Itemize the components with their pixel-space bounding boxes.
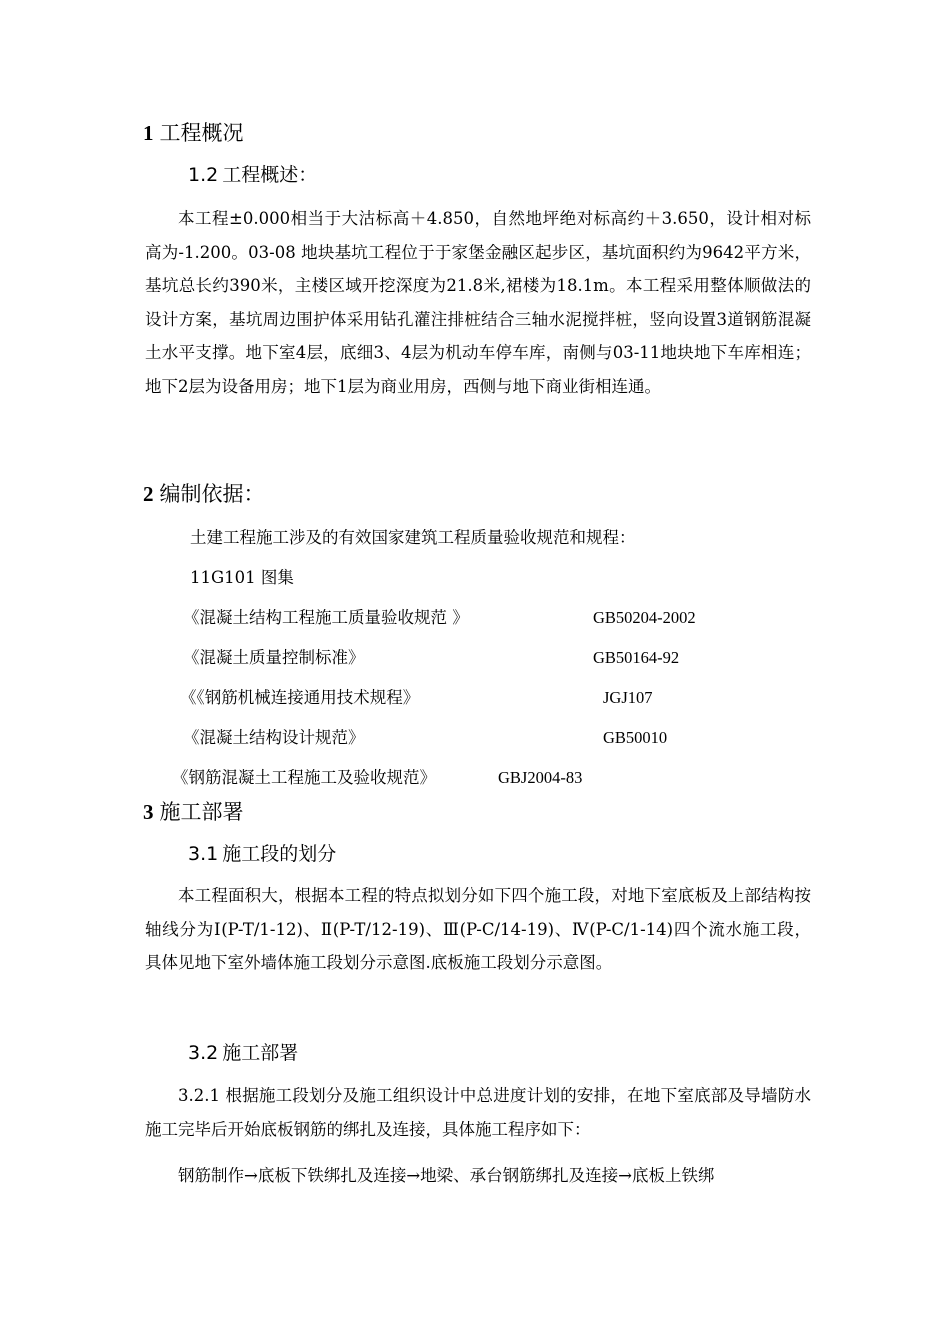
project-overview-paragraph: 本工程±0.000相当于大沽标高＋4.850，自然地坪绝对标高约＋3.650，设计相对标高为-1.200。03-08 地块基坑工程位于于家堡金融区起步区，基坑面积约为9642平方米，基坑总长约390米，主楼区域开挖深度为21.8米,裙楼为18.1m。本工程采用整体顺做法的设计方案，基坑周边围护体采用钻孔灌注排桩结合三轴水泥搅拌桩，竖向设置3道钢筋混凝土水平支撑。地下室4层，底细3、4层为机动车停车库，南侧与03-11地块地下车库相连；地下2层为设备用房；地下1层为商业用房，西侧与地下商业街相连通。 xyxy=(145,209,811,396)
section-division-paragraph: 本工程面积大，根据本工程的特点拟划分如下四个施工段，对地下室底板及上部结构按轴线分为Ⅰ(P-T/1-12)、Ⅱ(P-T/12-19)、Ⅲ(P-C/14-19)、Ⅳ(P-C/1-14)四个流水施工段，具体见地下室外墙体施工段划分示意图.底板施工段划分示意图。 xyxy=(145,886,811,973)
basis-intro: 土建工程施工涉及的有效国家建筑工程质量验收规范和规程： xyxy=(190,528,636,547)
atlas-reference: 11G101 图集 xyxy=(190,568,294,587)
section-3-2-number: 3.2 xyxy=(188,1042,219,1064)
section-1-2-number: 1.2 xyxy=(188,164,219,186)
section-3-number: 3 xyxy=(143,800,154,824)
section-3-2-title: 施工部署 xyxy=(222,1042,299,1064)
standard-name: 《混凝土质量控制标准》 xyxy=(183,648,365,667)
section-2-number: 2 xyxy=(143,482,154,506)
section-3-1-title: 施工段的划分 xyxy=(222,843,337,865)
standard-code: GBJ2004-83 xyxy=(498,768,583,787)
standard-name: 《《钢筋机械连接通用技术规程》 xyxy=(180,688,420,707)
section-3-1-number: 3.1 xyxy=(188,843,219,865)
section-1-2-heading xyxy=(188,161,317,189)
standard-name: 《混凝土结构工程施工质量验收规范 》 xyxy=(183,608,469,627)
section-3-1-heading xyxy=(188,840,336,868)
standard-code: GB50164-92 xyxy=(593,648,680,667)
section-2-heading xyxy=(143,479,265,509)
section-3-2-heading xyxy=(188,1039,298,1067)
section-2-title: 编制依据： xyxy=(159,482,265,506)
section-3-title: 施工部署 xyxy=(159,800,244,824)
construction-flow-paragraph: 钢筋制作→底板下铁绑扎及连接→地梁、承台钢筋绑扎及连接→底板上铁绑 xyxy=(178,1166,715,1185)
section-1-heading xyxy=(143,118,244,148)
section-1-title: 工程概况 xyxy=(159,121,244,145)
standard-name: 《钢筋混凝土工程施工及验收规范》 xyxy=(172,768,436,787)
section-1-2-title: 工程概述： xyxy=(222,164,318,186)
section-1-number: 1 xyxy=(143,121,154,145)
section-3-heading xyxy=(143,797,244,827)
standard-code: JGJ107 xyxy=(603,688,653,707)
standard-code: GB50010 xyxy=(603,728,668,747)
standard-code: GB50204-2002 xyxy=(593,608,696,627)
construction-deployment-paragraph: 3.2.1 根据施工段划分及施工组织设计中总进度计划的安排，在地下室底部及导墙防水施工完毕后开始底板钢筋的绑扎及连接，具体施工程序如下： xyxy=(145,1086,811,1139)
standard-name: 《混凝土结构设计规范》 xyxy=(183,728,365,747)
